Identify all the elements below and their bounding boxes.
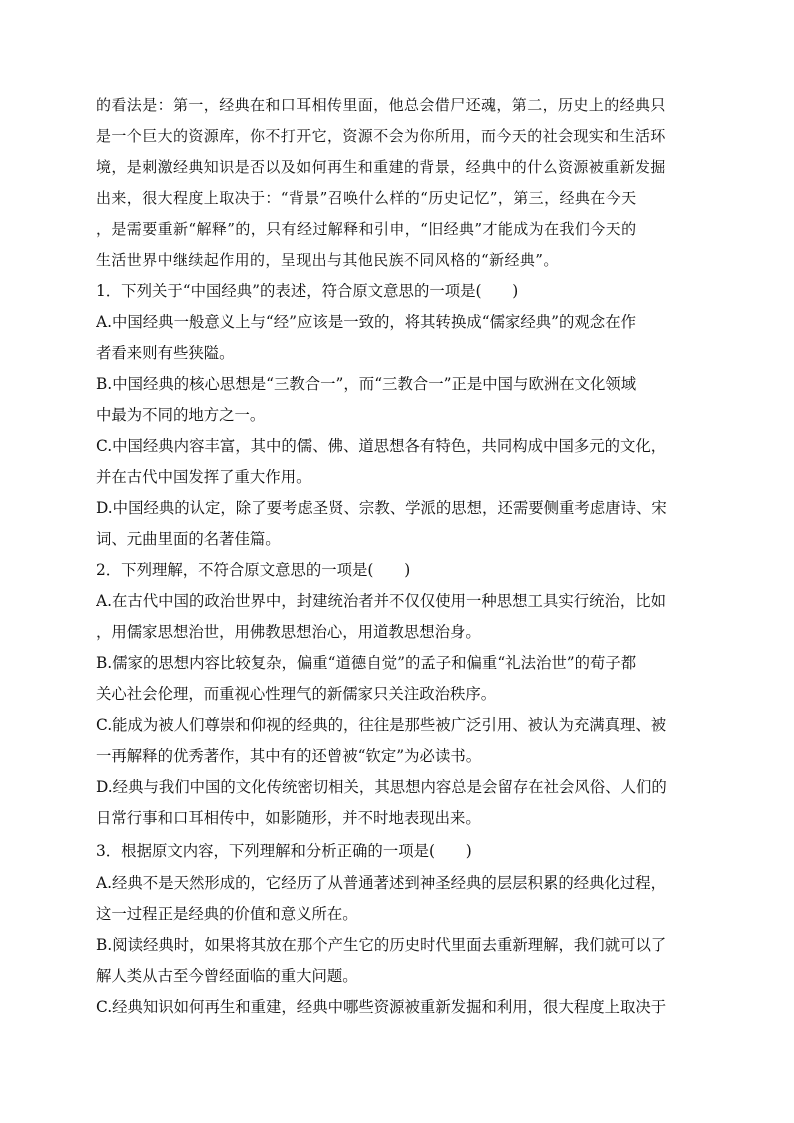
option-c-line-1: C.中国经典内容丰富，其中的儒、佛、道思想各有特色，共同构成中国多元的文化， <box>96 437 667 455</box>
option-a-line-1: A.经典不是天然形成的，它经历了从普通著述到神圣经典的层层积累的经典化过程， <box>96 874 667 892</box>
option-a-line-1: A.在古代中国的政治世界中，封建统治者并不仅仅使用一种思想工具实行统治，比如 <box>96 592 667 610</box>
option-b-line-2: 中最为不同的地方之一。 <box>96 406 266 424</box>
option-c-line-2: 并在古代中国发挥了重大作用。 <box>96 468 312 486</box>
passage-line: 生活世界中继续起作用的，呈现出与其他民族不同风格的“新经典”。 <box>96 251 559 269</box>
option-a-line-1: A.中国经典一般意义上与“经”应该是一致的，将其转换成“儒家经典”的观念在作 <box>96 313 636 331</box>
option-b-line-1: B.儒家的思想内容比较复杂，偏重“道德自觉”的孟子和偏重“礼法治世”的荀子都 <box>96 654 637 672</box>
option-b-line-2: 关心社会伦理，而重视心性理气的新儒家只关注政治秩序。 <box>96 685 497 703</box>
option-d-line-2: 词、元曲里面的名著佳篇。 <box>96 530 281 548</box>
option-a-line-2: 者看来则有些狭隘。 <box>96 344 235 362</box>
option-c-line-1: C.经典知识如何再生和重建，经典中哪些资源被重新发掘和利用，很大程度上取决于 <box>96 998 667 1016</box>
passage-line: 的看法是：第一，经典在和口耳相传里面，他总会借尸还魂，第二，历史上的经典只 <box>96 96 666 114</box>
passage-line: 境，是刺激经典知识是否以及如何再生和重建的背景，经典中的什么资源被重新发掘 <box>96 158 666 176</box>
passage-line: 是一个巨大的资源库，你不打开它，资源不会为你所用，而今天的社会现实和生活环 <box>96 127 666 145</box>
option-d-line-1: D.经典与我们中国的文化传统密切相关，其思想内容总是会留存在社会风俗、人们的 <box>96 778 667 796</box>
option-d-line-2: 日常行事和口耳相传中，如影随形，并不时地表现出来。 <box>96 809 481 827</box>
option-b-line-1: B.中国经典的核心思想是“三教合一”，而“三教合一”正是中国与欧洲在文化领域 <box>96 375 637 393</box>
option-b-line-2: 解人类从古至今曾经面临的重大问题。 <box>96 967 358 985</box>
option-a-line-2: 这一过程正是经典的价值和意义所在。 <box>96 905 358 923</box>
option-d-line-1: D.中国经典的认定，除了要考虑圣贤、宗教、学派的思想，还需要侧重考虑唐诗、宋 <box>96 499 667 517</box>
passage-line: ，是需要重新“解释”的，只有经过解释和引申，“旧经典”才能成为在我们今天的 <box>96 220 637 238</box>
option-c-line-1: C.能成为被人们尊崇和仰视的经典的，往往是那些被广泛引用、被认为充满真理、被 <box>96 716 667 734</box>
option-b-line-1: B.阅读经典时，如果将其放在那个产生它的历史时代里面去重新理解，我们就可以了 <box>96 936 667 954</box>
passage-line: 出来，很大程度上取决于：“背景”召唤什么样的“历史记忆”，第三，经典在今天 <box>96 189 637 207</box>
question-stem: 1．下列关于“中国经典”的表述，符合原文意思的一项是( ) <box>96 282 519 300</box>
option-c-line-2: 一再解释的优秀著作，其中有的还曾被“钦定”为必读书。 <box>96 747 482 765</box>
option-a-line-2: ，用儒家思想治世，用佛教思想治心，用道教思想治身。 <box>96 623 481 641</box>
question-stem: 3．根据原文内容，下列理解和分析正确的一项是( ) <box>96 842 472 860</box>
question-stem: 2．下列理解，不符合原文意思的一项是( ) <box>96 561 411 579</box>
